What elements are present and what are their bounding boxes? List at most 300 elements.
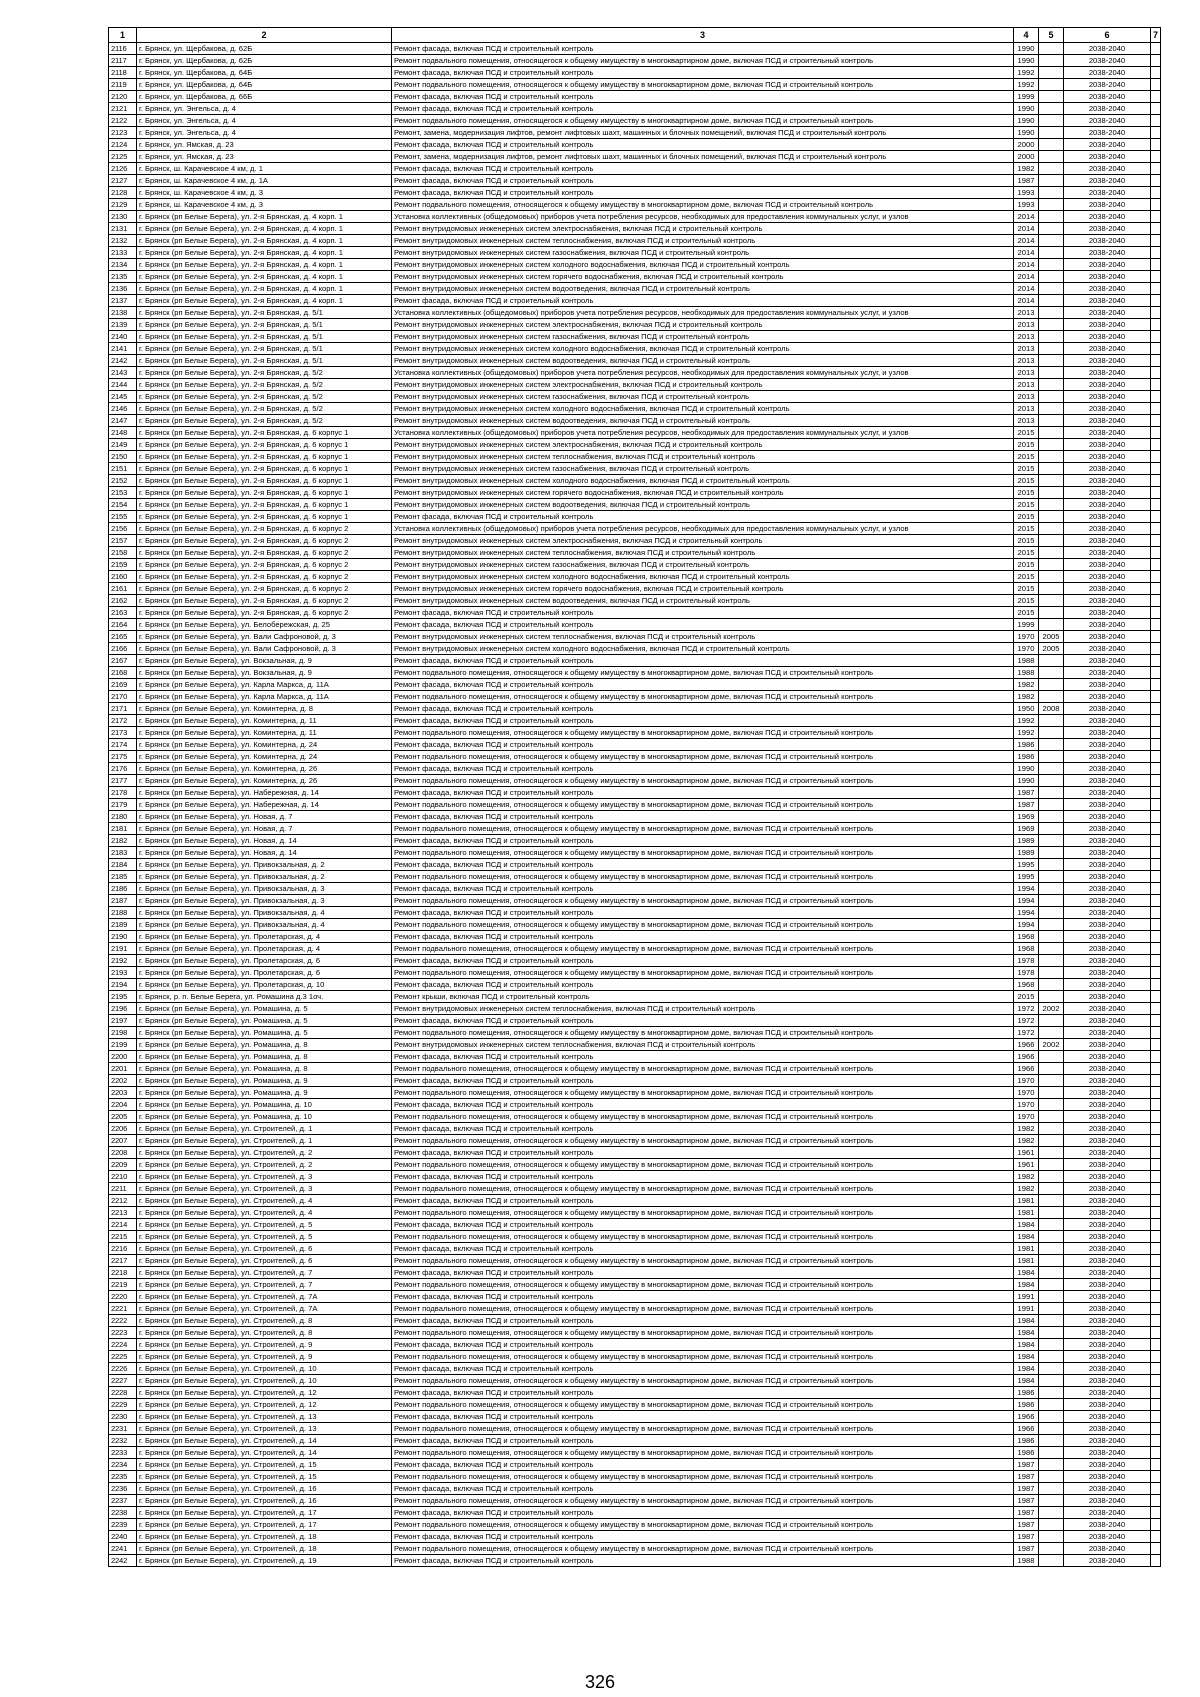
address-cell: г. Брянск (рп Белые Берега), ул. 2-я Брянская, д. 6 корпус 1 (137, 463, 392, 475)
build-year-cell: 1987 (1014, 1495, 1039, 1507)
table-row (109, 1099, 1161, 1111)
address-cell: г. Брянск (рп Белые Берега), ул. Строителей, д. 13 (137, 1423, 392, 1435)
table-body (109, 43, 1161, 1567)
table-row (109, 139, 1161, 151)
address-cell: г. Брянск (рп Белые Берега), ул. Ромашина, д. 10 (137, 1111, 392, 1123)
planned-period-cell: 2038-2040 (1064, 235, 1151, 247)
build-year-cell: 2000 (1014, 151, 1039, 163)
renovation-year-cell (1039, 175, 1064, 187)
table-row (109, 1147, 1161, 1159)
renovation-year-cell (1039, 595, 1064, 607)
table-row (109, 979, 1161, 991)
empty-cell (1151, 631, 1161, 643)
renovation-year-cell (1039, 1171, 1064, 1183)
table-row (109, 835, 1161, 847)
empty-cell (1151, 1423, 1161, 1435)
address-cell: г. Брянск (рп Белые Берега), ул. 2-я Брянская, д. 6 корпус 2 (137, 535, 392, 547)
renovation-year-cell (1039, 739, 1064, 751)
empty-cell (1151, 1051, 1161, 1063)
address-cell: г. Брянск (рп Белые Берега), ул. Ромашина, д. 8 (137, 1051, 392, 1063)
address-cell: г. Брянск (рп Белые Берега), ул. 2-я Брянская, д. 6 корпус 2 (137, 571, 392, 583)
renovation-year-cell (1039, 715, 1064, 727)
empty-cell (1151, 463, 1161, 475)
table-row (109, 1327, 1161, 1339)
row-number: 2169 (109, 679, 137, 691)
address-cell: г. Брянск (рп Белые Берега), ул. Коминтерна, д. 26 (137, 775, 392, 787)
table-row (109, 1111, 1161, 1123)
empty-cell (1151, 787, 1161, 799)
table-row (109, 1231, 1161, 1243)
planned-period-cell: 2038-2040 (1064, 931, 1151, 943)
empty-cell (1151, 163, 1161, 175)
build-year-cell: 1984 (1014, 1351, 1039, 1363)
row-number: 2205 (109, 1111, 137, 1123)
row-number: 2130 (109, 211, 137, 223)
row-number: 2170 (109, 691, 137, 703)
planned-period-cell: 2038-2040 (1064, 1507, 1151, 1519)
row-number: 2146 (109, 403, 137, 415)
work-description-cell: Ремонт фасада, включая ПСД и строительный контроль (392, 907, 1014, 919)
work-description-cell: Ремонт подвального помещения, относящегося к общему имуществу в многоквартирном доме, включая ПСД и строительный контроль (392, 871, 1014, 883)
build-year-cell: 1968 (1014, 979, 1039, 991)
planned-period-cell: 2038-2040 (1064, 79, 1151, 91)
table-row (109, 1507, 1161, 1519)
planned-period-cell: 2038-2040 (1064, 511, 1151, 523)
table-row (109, 487, 1161, 499)
empty-cell (1151, 547, 1161, 559)
row-number: 2134 (109, 259, 137, 271)
work-description-cell: Установка коллективных (общедомовых) приборов учета потребления ресурсов, необходимых для предоставления коммунальных услуг, и узлов (392, 307, 1014, 319)
row-number: 2156 (109, 523, 137, 535)
table-row (109, 1135, 1161, 1147)
row-number: 2166 (109, 643, 137, 655)
planned-period-cell: 2038-2040 (1064, 1051, 1151, 1063)
address-cell: г. Брянск (рп Белые Берега), ул. Коминтерна, д. 24 (137, 739, 392, 751)
work-description-cell: Ремонт фасада, включая ПСД и строительный контроль (392, 607, 1014, 619)
empty-cell (1151, 115, 1161, 127)
row-number: 2126 (109, 163, 137, 175)
planned-period-cell: 2038-2040 (1064, 487, 1151, 499)
build-year-cell: 1987 (1014, 799, 1039, 811)
row-number: 2123 (109, 127, 137, 139)
row-number: 2175 (109, 751, 137, 763)
planned-period-cell: 2038-2040 (1064, 907, 1151, 919)
renovation-year-cell (1039, 439, 1064, 451)
row-number: 2218 (109, 1267, 137, 1279)
renovation-year-cell (1039, 223, 1064, 235)
table-row (109, 691, 1161, 703)
work-description-cell: Ремонт внутридомовых инженерных систем холодного водоснабжения, включая ПСД и строительный контроль (392, 343, 1014, 355)
build-year-cell: 2014 (1014, 247, 1039, 259)
row-number: 2225 (109, 1351, 137, 1363)
row-number: 2184 (109, 859, 137, 871)
build-year-cell: 1981 (1014, 1195, 1039, 1207)
work-description-cell: Ремонт подвального помещения, относящегося к общему имуществу в многоквартирном доме, включая ПСД и строительный контроль (392, 1231, 1014, 1243)
address-cell: г. Брянск (рп Белые Берега), ул. 2-я Брянская, д. 5/1 (137, 319, 392, 331)
row-number: 2167 (109, 655, 137, 667)
table-row (109, 559, 1161, 571)
address-cell: г. Брянск (рп Белые Берега), ул. 2-я Брянская, д. 6 корпус 2 (137, 607, 392, 619)
address-cell: г. Брянск (рп Белые Берега), ул. Строителей, д. 3 (137, 1171, 392, 1183)
planned-period-cell: 2038-2040 (1064, 271, 1151, 283)
empty-cell (1151, 367, 1161, 379)
planned-period-cell: 2038-2040 (1064, 787, 1151, 799)
row-number: 2242 (109, 1555, 137, 1567)
address-cell: г. Брянск (рп Белые Берега), ул. Набережная, д. 14 (137, 799, 392, 811)
work-description-cell: Ремонт внутридомовых инженерных систем газоснабжения, включая ПСД и строительный контроль (392, 331, 1014, 343)
row-number: 2226 (109, 1363, 137, 1375)
table-row (109, 175, 1161, 187)
build-year-cell: 1987 (1014, 1519, 1039, 1531)
build-year-cell: 2015 (1014, 583, 1039, 595)
renovation-year-cell (1039, 1111, 1064, 1123)
build-year-cell: 2013 (1014, 367, 1039, 379)
renovation-year-cell (1039, 955, 1064, 967)
row-number: 2204 (109, 1099, 137, 1111)
address-cell: г. Брянск (рп Белые Берега), ул. Строителей, д. 12 (137, 1399, 392, 1411)
table-row (109, 439, 1161, 451)
empty-cell (1151, 727, 1161, 739)
build-year-cell: 2014 (1014, 295, 1039, 307)
table-row (109, 1279, 1161, 1291)
empty-cell (1151, 487, 1161, 499)
empty-cell (1151, 151, 1161, 163)
renovation-year-cell (1039, 115, 1064, 127)
address-cell: г. Брянск (рп Белые Берега), ул. Строителей, д. 18 (137, 1531, 392, 1543)
table-row (109, 379, 1161, 391)
build-year-cell: 2013 (1014, 343, 1039, 355)
address-cell: г. Брянск (рп Белые Берега), ул. Строителей, д. 9 (137, 1339, 392, 1351)
planned-period-cell: 2038-2040 (1064, 1015, 1151, 1027)
table-row (109, 55, 1161, 67)
renovation-year-cell (1039, 895, 1064, 907)
empty-cell (1151, 187, 1161, 199)
empty-cell (1151, 1483, 1161, 1495)
renovation-year-cell (1039, 727, 1064, 739)
planned-period-cell: 2038-2040 (1064, 331, 1151, 343)
renovation-year-cell (1039, 1555, 1064, 1567)
table-row (109, 775, 1161, 787)
planned-period-cell: 2038-2040 (1064, 1135, 1151, 1147)
renovation-year-cell: 2002 (1039, 1039, 1064, 1051)
empty-cell (1151, 1099, 1161, 1111)
row-number: 2223 (109, 1327, 137, 1339)
build-year-cell: 2013 (1014, 391, 1039, 403)
work-description-cell: Ремонт внутридомовых инженерных систем холодного водоснабжения, включая ПСД и строительный контроль (392, 403, 1014, 415)
table-row (109, 151, 1161, 163)
build-year-cell: 1990 (1014, 55, 1039, 67)
planned-period-cell: 2038-2040 (1064, 127, 1151, 139)
renovation-year-cell (1039, 619, 1064, 631)
address-cell: г. Брянск (рп Белые Берега), ул. 2-я Брянская, д. 5/2 (137, 367, 392, 379)
renovation-year-cell (1039, 679, 1064, 691)
renovation-year-cell (1039, 691, 1064, 703)
build-year-cell: 1994 (1014, 919, 1039, 931)
row-number: 2155 (109, 511, 137, 523)
renovation-year-cell (1039, 1051, 1064, 1063)
table-row (109, 1459, 1161, 1471)
table-row (109, 1159, 1161, 1171)
table-row (109, 355, 1161, 367)
work-description-cell: Ремонт внутридомовых инженерных систем водоотведения, включая ПСД и строительный контроль (392, 283, 1014, 295)
renovation-year-cell (1039, 271, 1064, 283)
planned-period-cell: 2038-2040 (1064, 1375, 1151, 1387)
col-header-2: 2 (137, 28, 392, 43)
work-description-cell: Ремонт внутридомовых инженерных систем водоотведения, включая ПСД и строительный контроль (392, 595, 1014, 607)
build-year-cell: 1990 (1014, 43, 1039, 55)
table-row (109, 1423, 1161, 1435)
work-description-cell: Ремонт подвального помещения, относящегося к общему имуществу в многоквартирном доме, включая ПСД и строительный контроль (392, 1351, 1014, 1363)
table-row (109, 319, 1161, 331)
address-cell: г. Брянск (рп Белые Берега), ул. 2-я Брянская, д. 5/2 (137, 415, 392, 427)
planned-period-cell: 2038-2040 (1064, 1123, 1151, 1135)
empty-cell (1151, 475, 1161, 487)
table-row (109, 199, 1161, 211)
empty-cell (1151, 871, 1161, 883)
empty-cell (1151, 1075, 1161, 1087)
row-number: 2179 (109, 799, 137, 811)
work-description-cell: Ремонт внутридомовых инженерных систем горячего водоснабжения, включая ПСД и строительный контроль (392, 487, 1014, 499)
renovation-year-cell (1039, 607, 1064, 619)
table-row (109, 259, 1161, 271)
address-cell: г. Брянск (рп Белые Берега), ул. 2-я Брянская, д. 4 корп. 1 (137, 271, 392, 283)
work-description-cell: Ремонт фасада, включая ПСД и строительный контроль (392, 835, 1014, 847)
address-cell: г. Брянск (рп Белые Берега), ул. 2-я Брянская, д. 6 корпус 2 (137, 523, 392, 535)
empty-cell (1151, 1507, 1161, 1519)
planned-period-cell: 2038-2040 (1064, 199, 1151, 211)
row-number: 2239 (109, 1519, 137, 1531)
renovation-year-cell (1039, 1423, 1064, 1435)
planned-period-cell: 2038-2040 (1064, 679, 1151, 691)
table-row (109, 523, 1161, 535)
row-number: 2209 (109, 1159, 137, 1171)
address-cell: г. Брянск (рп Белые Берега), ул. Строителей, д. 13 (137, 1411, 392, 1423)
empty-cell (1151, 1087, 1161, 1099)
row-number: 2195 (109, 991, 137, 1003)
work-description-cell: Ремонт фасада, включая ПСД и строительный контроль (392, 655, 1014, 667)
row-number: 2219 (109, 1279, 137, 1291)
empty-cell (1151, 1207, 1161, 1219)
work-description-cell: Ремонт внутридомовых инженерных систем теплоснабжения, включая ПСД и строительный контроль (392, 1003, 1014, 1015)
row-number: 2151 (109, 463, 137, 475)
build-year-cell: 1970 (1014, 1099, 1039, 1111)
empty-cell (1151, 307, 1161, 319)
renovation-year-cell (1039, 1399, 1064, 1411)
planned-period-cell: 2038-2040 (1064, 463, 1151, 475)
renovation-year-cell (1039, 1027, 1064, 1039)
build-year-cell: 1978 (1014, 967, 1039, 979)
build-year-cell: 2015 (1014, 547, 1039, 559)
planned-period-cell: 2038-2040 (1064, 1075, 1151, 1087)
work-description-cell: Ремонт фасада, включая ПСД и строительный контроль (392, 1315, 1014, 1327)
row-number: 2121 (109, 103, 137, 115)
table-row (109, 1435, 1161, 1447)
work-description-cell: Ремонт внутридомовых инженерных систем газоснабжения, включая ПСД и строительный контроль (392, 463, 1014, 475)
address-cell: г. Брянск (рп Белые Берега), ул. 2-я Брянская, д. 4 корп. 1 (137, 223, 392, 235)
empty-cell (1151, 403, 1161, 415)
address-cell: г. Брянск (рп Белые Берега), ул. Строителей, д. 7 (137, 1279, 392, 1291)
table-row (109, 631, 1161, 643)
work-description-cell: Ремонт подвального помещения, относящегося к общему имуществу в многоквартирном доме, включая ПСД и строительный контроль (392, 1111, 1014, 1123)
renovation-year-cell: 2002 (1039, 1003, 1064, 1015)
row-number: 2120 (109, 91, 137, 103)
work-description-cell: Ремонт внутридомовых инженерных систем электроснабжения, включая ПСД и строительный контроль (392, 535, 1014, 547)
work-description-cell: Установка коллективных (общедомовых) приборов учета потребления ресурсов, необходимых для предоставления коммунальных услуг, и узлов (392, 211, 1014, 223)
build-year-cell: 1961 (1014, 1159, 1039, 1171)
row-number: 2236 (109, 1483, 137, 1495)
address-cell: г. Брянск, ул. Щербакова, д. 62Б (137, 43, 392, 55)
empty-cell (1151, 1219, 1161, 1231)
work-description-cell: Ремонт фасада, включая ПСД и строительный контроль (392, 91, 1014, 103)
table-row (109, 1555, 1161, 1567)
planned-period-cell: 2038-2040 (1064, 1531, 1151, 1543)
build-year-cell: 1987 (1014, 1531, 1039, 1543)
row-number: 2159 (109, 559, 137, 571)
table-row (109, 1075, 1161, 1087)
planned-period-cell: 2038-2040 (1064, 1039, 1151, 1051)
row-number: 2232 (109, 1435, 137, 1447)
planned-period-cell: 2038-2040 (1064, 439, 1151, 451)
build-year-cell: 1969 (1014, 811, 1039, 823)
empty-cell (1151, 1339, 1161, 1351)
renovation-year-cell (1039, 1375, 1064, 1387)
work-description-cell: Ремонт фасада, включая ПСД и строительный контроль (392, 187, 1014, 199)
renovation-year-cell (1039, 331, 1064, 343)
planned-period-cell: 2038-2040 (1064, 1423, 1151, 1435)
row-number: 2161 (109, 583, 137, 595)
renovation-year-cell (1039, 1231, 1064, 1243)
planned-period-cell: 2038-2040 (1064, 847, 1151, 859)
empty-cell (1151, 1315, 1161, 1327)
row-number: 2214 (109, 1219, 137, 1231)
empty-cell (1151, 379, 1161, 391)
build-year-cell: 2013 (1014, 379, 1039, 391)
work-description-cell: Ремонт внутридомовых инженерных систем газоснабжения, включая ПСД и строительный контроль (392, 391, 1014, 403)
row-number: 2190 (109, 931, 137, 943)
renovation-year-cell (1039, 1135, 1064, 1147)
renovation-year-cell (1039, 775, 1064, 787)
address-cell: г. Брянск (рп Белые Берега), ул. 2-я Брянская, д. 5/1 (137, 355, 392, 367)
address-cell: г. Брянск (рп Белые Берега), ул. 2-я Брянская, д. 6 корпус 2 (137, 583, 392, 595)
row-number: 2224 (109, 1339, 137, 1351)
work-description-cell: Ремонт подвального помещения, относящегося к общему имуществу в многоквартирном доме, включая ПСД и строительный контроль (392, 1159, 1014, 1171)
address-cell: г. Брянск (рп Белые Берега), ул. Строителей, д. 2 (137, 1159, 392, 1171)
empty-cell (1151, 91, 1161, 103)
planned-period-cell: 2038-2040 (1064, 559, 1151, 571)
address-cell: г. Брянск (рп Белые Берега), ул. Коминтерна, д. 26 (137, 763, 392, 775)
address-cell: г. Брянск (рп Белые Берега), ул. Строителей, д. 7 (137, 1267, 392, 1279)
build-year-cell: 1988 (1014, 667, 1039, 679)
work-description-cell: Ремонт подвального помещения, относящегося к общему имуществу в многоквартирном доме, включая ПСД и строительный контроль (392, 727, 1014, 739)
address-cell: г. Брянск (рп Белые Берега), ул. Новая, д. 7 (137, 811, 392, 823)
empty-cell (1151, 679, 1161, 691)
work-description-cell: Ремонт внутридомовых инженерных систем водоотведения, включая ПСД и строительный контроль (392, 499, 1014, 511)
renovation-year-cell (1039, 415, 1064, 427)
renovation-year-cell (1039, 55, 1064, 67)
renovation-year-cell (1039, 463, 1064, 475)
renovation-year-cell (1039, 1411, 1064, 1423)
address-cell: г. Брянск (рп Белые Берега), ул. Коминтерна, д. 24 (137, 751, 392, 763)
planned-period-cell: 2038-2040 (1064, 343, 1151, 355)
build-year-cell: 1994 (1014, 895, 1039, 907)
empty-cell (1151, 1147, 1161, 1159)
address-cell: г. Брянск (рп Белые Берега), ул. 2-я Брянская, д. 6 корпус 1 (137, 451, 392, 463)
empty-cell (1151, 1399, 1161, 1411)
renovation-year-cell (1039, 475, 1064, 487)
row-number: 2172 (109, 715, 137, 727)
table-row (109, 1183, 1161, 1195)
work-description-cell: Ремонт фасада, включая ПСД и строительный контроль (392, 1291, 1014, 1303)
build-year-cell: 2015 (1014, 439, 1039, 451)
planned-period-cell: 2038-2040 (1064, 643, 1151, 655)
empty-cell (1151, 43, 1161, 55)
work-description-cell: Ремонт внутридомовых инженерных систем газоснабжения, включая ПСД и строительный контроль (392, 559, 1014, 571)
table-row (109, 223, 1161, 235)
work-description-cell: Ремонт фасада, включая ПСД и строительный контроль (392, 931, 1014, 943)
planned-period-cell: 2038-2040 (1064, 1087, 1151, 1099)
empty-cell (1151, 1159, 1161, 1171)
build-year-cell: 2014 (1014, 283, 1039, 295)
build-year-cell: 1982 (1014, 691, 1039, 703)
build-year-cell: 1970 (1014, 631, 1039, 643)
build-year-cell: 1966 (1014, 1411, 1039, 1423)
work-description-cell: Ремонт фасада, включая ПСД и строительный контроль (392, 1051, 1014, 1063)
table-row (109, 907, 1161, 919)
address-cell: г. Брянск, ул. Щербакова, д. 66Б (137, 91, 392, 103)
row-number: 2183 (109, 847, 137, 859)
table-row (109, 67, 1161, 79)
repair-schedule-table (108, 27, 1161, 1567)
table-row (109, 187, 1161, 199)
build-year-cell: 2013 (1014, 307, 1039, 319)
renovation-year-cell (1039, 1075, 1064, 1087)
table-row (109, 847, 1161, 859)
empty-cell (1151, 967, 1161, 979)
work-description-cell: Ремонт фасада, включая ПСД и строительный контроль (392, 1459, 1014, 1471)
build-year-cell: 1990 (1014, 115, 1039, 127)
planned-period-cell: 2038-2040 (1064, 1063, 1151, 1075)
row-number: 2131 (109, 223, 137, 235)
planned-period-cell: 2038-2040 (1064, 667, 1151, 679)
build-year-cell: 1991 (1014, 1303, 1039, 1315)
planned-period-cell: 2038-2040 (1064, 1147, 1151, 1159)
work-description-cell: Ремонт подвального помещения, относящегося к общему имуществу в многоквартирном доме, включая ПСД и строительный контроль (392, 1183, 1014, 1195)
table-row (109, 1519, 1161, 1531)
row-number: 2144 (109, 379, 137, 391)
empty-cell (1151, 1543, 1161, 1555)
build-year-cell: 1966 (1014, 1039, 1039, 1051)
renovation-year-cell (1039, 1279, 1064, 1291)
work-description-cell: Ремонт подвального помещения, относящегося к общему имуществу в многоквартирном доме, включая ПСД и строительный контроль (392, 1375, 1014, 1387)
renovation-year-cell (1039, 763, 1064, 775)
build-year-cell: 2013 (1014, 415, 1039, 427)
table-row (109, 1471, 1161, 1483)
renovation-year-cell (1039, 343, 1064, 355)
planned-period-cell: 2038-2040 (1064, 415, 1151, 427)
empty-cell (1151, 1231, 1161, 1243)
empty-cell (1151, 451, 1161, 463)
build-year-cell: 1972 (1014, 1027, 1039, 1039)
empty-cell (1151, 1459, 1161, 1471)
work-description-cell: Установка коллективных (общедомовых) приборов учета потребления ресурсов, необходимых для предоставления коммунальных услуг, и узлов (392, 367, 1014, 379)
empty-cell (1151, 823, 1161, 835)
build-year-cell: 1981 (1014, 1207, 1039, 1219)
work-description-cell: Установка коллективных (общедомовых) приборов учета потребления ресурсов, необходимых для предоставления коммунальных услуг, и узлов (392, 427, 1014, 439)
row-number: 2116 (109, 43, 137, 55)
planned-period-cell: 2038-2040 (1064, 763, 1151, 775)
empty-cell (1151, 439, 1161, 451)
row-number: 2208 (109, 1147, 137, 1159)
